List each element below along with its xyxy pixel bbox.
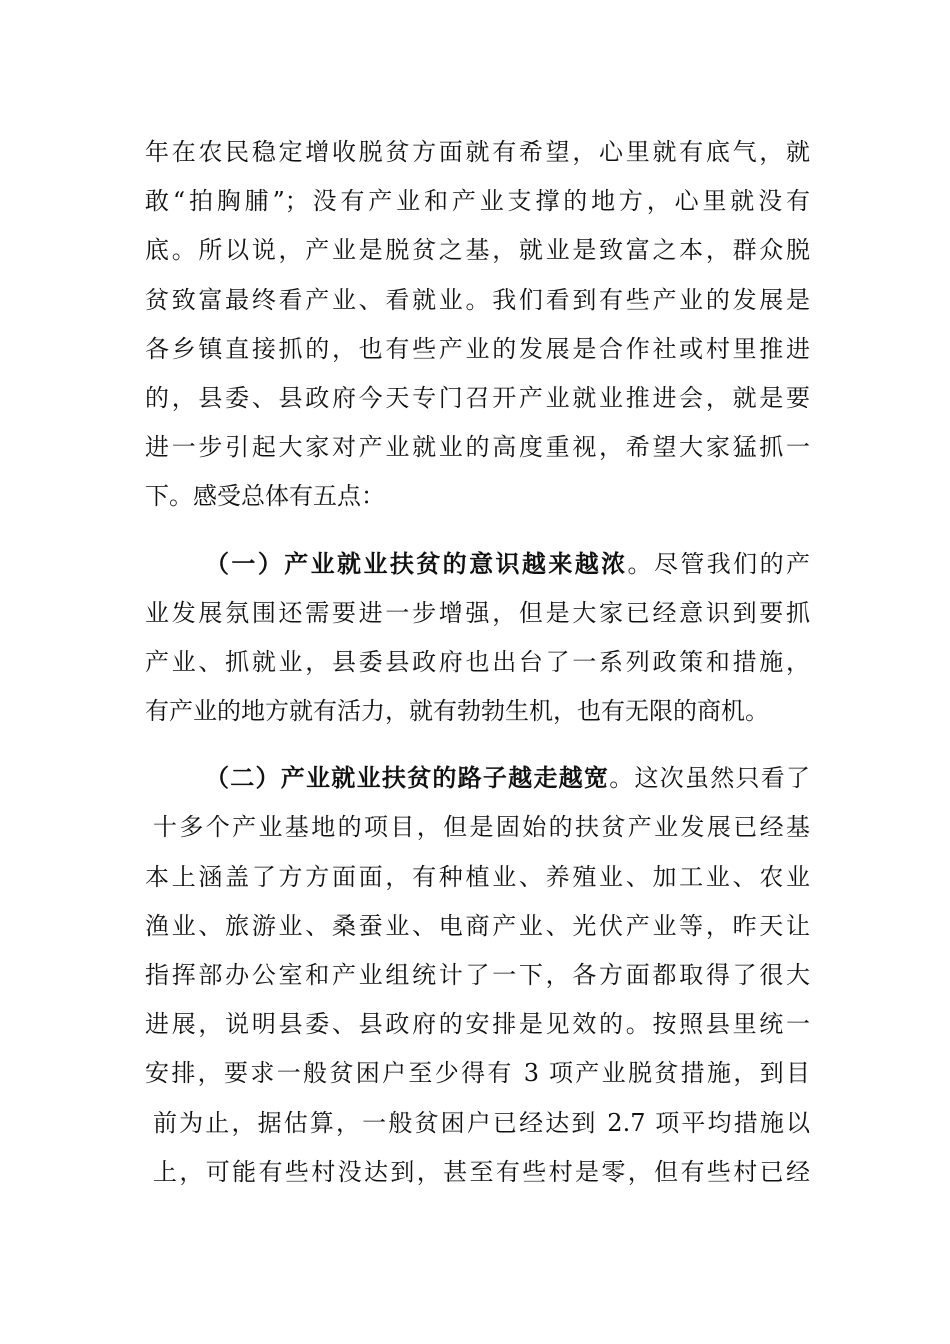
text-line: 的，县委、县政府今天专门召开产业就业推进会，就是要: [145, 383, 810, 412]
text-line: 产业、抓就业，县委县政府也出台了一系列政策和措施，: [145, 647, 810, 676]
text-line: 指挥部办公室和产业组统计了一下，各方面都取得了很大: [145, 961, 810, 989]
paragraph-gap: [145, 522, 810, 540]
text-line: 各乡镇直接抓的，也有些产业的发展是合作社或村里推进: [145, 334, 810, 363]
text-line: 下。感受总体有五点：: [145, 482, 385, 511]
section-one-first-line-rest: 。尽管我们的产: [627, 549, 810, 578]
text-line: 底。所以说，产业是脱贫之基，就业是致富之本，群众脱: [145, 236, 810, 265]
text-line: 本上涵盖了方方面面，有种植业、养殖业、加工业、农业: [145, 862, 810, 891]
section-one-heading: （一）产业就业扶贫的意识越来越浓: [205, 549, 628, 578]
text-line: 安排，要求一般贫困户至少得有 3 项产业脱贫措施，到目: [145, 1059, 810, 1088]
text-line: 渔业、旅游业、桑蚕业、电商产业、光伏产业等，昨天让: [145, 911, 810, 940]
text-line: 贫致富最终看产业、看就业。我们看到有些产业的发展是: [145, 285, 810, 314]
document-body: [145, 128, 810, 1197]
section-one-first-line: [145, 540, 810, 589]
text-line: 业发展氛围还需要进一步增强，但是大家已经意识到要抓: [145, 598, 810, 627]
text-line: 敢“拍胸脯”；没有产业和产业支撑的地方，心里就没有: [145, 187, 810, 216]
section-two-first-line-rest: 。这次虽然只看了: [609, 764, 810, 793]
section-two-first-line: [145, 754, 810, 803]
text-line: 十多个产业基地的项目，但是固始的扶贫产业发展已经基: [153, 813, 810, 842]
paragraph-gap: [145, 736, 810, 754]
section-two-heading: （二）产业就业扶贫的路子越走越宽: [205, 764, 610, 793]
text-line: 有产业的地方就有活力，就有勃勃生机，也有无限的商机。: [145, 697, 769, 726]
text-line: 进展，说明县委、县政府的安排是见效的。按照县里统一: [145, 1010, 810, 1039]
text-line: 前为止，据估算，一般贫困户已经达到 2.7 项平均措施以: [153, 1108, 810, 1137]
text-line: 进一步引起大家对产业就业的高度重视，希望大家猛抓一: [145, 433, 810, 462]
text-line: 上，可能有些村没达到，甚至有些村是零，但有些村已经: [153, 1157, 810, 1186]
text-line: 年在农民稳定增收脱贫方面就有希望，心里就有底气，就: [145, 138, 810, 166]
